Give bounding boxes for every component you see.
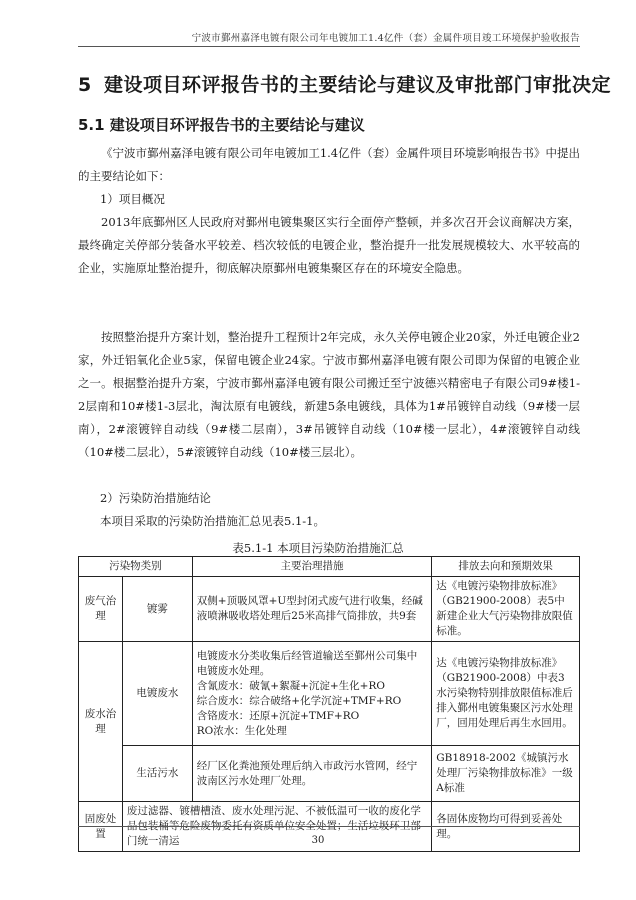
row-category: 废气治理 [79,577,123,642]
pollution-measures-table [78,556,580,852]
pollution-paragraph: 本项目采取的污染防治措施汇总见表5.1-1。 [100,514,325,528]
row-subcategory: 电镀废水 [122,642,192,746]
table-caption: 表5.1-1 本项目污染防治措施汇总 [232,541,404,555]
overview-paragraph-1: 2013年底鄞州区人民政府对鄞州电镀集聚区实行全面停产整顿，并多次召开会议商解决方案，最终确定关停部分装备水平较差、档次较低的电镀企业，整治提升一批发展规模较大、水平较高的企业，实施原址整治提升，彻底解决原鄞州电镀集聚区存在的环境安全隐患。 [78,215,580,275]
table-row [79,577,580,642]
row-measure: 双侧+顶吸风罩+U型封闭式废气进行收集，经碱液喷淋吸收塔处理后25米高排气筒排放，共9套 [192,577,431,642]
row-effect: GB18918-2002《城镇污水处理厂污染物排放标准》一级A标准 [432,746,580,802]
row-subcategory: 生活污水 [122,746,192,802]
page-number: 30 [311,835,325,846]
header-divider [78,46,580,47]
header-effect: 排放去向和预期效果 [432,557,580,577]
section-number: 5 [78,74,92,96]
row-effect: 各固体废物均可得到妥善处理。 [432,802,580,852]
table-row [79,642,580,746]
item-heading-pollution: 2）污染防治措施结论 [100,491,211,505]
row-measure: 废过滤器、镀槽槽渣、废水处理污泥、不被低温可一收的废化学品包装桶等危险废物委托有资质单位安全处置；生活垃圾环卫部门统一清运 [122,802,431,852]
intro-paragraph: 《宁波市鄞州嘉泽电镀有限公司年电镀加工1.4亿件（套）金属件项目环境影响报告书》中提出的主要结论如下： [78,146,580,183]
section-heading [78,70,612,97]
header-measure: 主要治理措施 [192,557,431,577]
footer-divider [78,826,580,827]
item-heading-overview: 1）项目概况 [100,192,165,206]
running-header: 宁波市鄞州嘉泽电镀有限公司年电镀加工1.4亿件（套）金属件项目竣工环境保护验收报告 [191,33,580,44]
row-measure: 经厂区化粪池预处理后纳入市政污水管网，经宁波南区污水处理厂处理。 [192,746,431,802]
table-header-row [79,557,580,577]
row-measure: 电镀废水分类收集后经管道输送至鄞州公司集中电镀废水处理。 含氰废水：破氰+絮凝+沉淀+生化+RO 综合废水：综合破络+化学沉淀+TMF+RO 含铬废水：还原+沉淀+TMF+RO RO浓水：生化处理 [192,642,431,746]
row-subcategory: 镀雾 [122,577,192,642]
overview-paragraph-2: 按照整治提升方案计划，整治提升工程预计2年完成，永久关停电镀企业20家，外迁电镀企业2家，外迁铝氧化企业5家，保留电镀企业24家。宁波市鄞州嘉泽电镀有限公司即为保留的电镀企业之一。根据整治提升方案，宁波市鄞州嘉泽电镀有限公司搬迁至宁波德兴精密电子有限公司9#楼1-2层南和10#楼1-3层北，淘汰原有电镀线，新建5条电镀线，具体为1#吊镀锌自动线（9#楼一层南），2#滚镀锌自动线（9#楼二层南），3#吊镀锌自动线（10#楼一层北），4#滚镀锌自动线（10#楼二层北），5#滚镀锌自动线（10#楼三层北）。 [78,330,580,459]
row-effect: 达《电镀污染物排放标准》（GB21900-2008）表5中新建企业大气污染物排放限值标准。 [432,577,580,642]
section-title: 建设项目环评报告书的主要结论与建议及审批部门审批决定 [104,74,612,96]
table-row [79,746,580,802]
row-category: 废水治理 [79,642,123,802]
subsection-heading: 5.1 建设项目环评报告书的主要结论与建议 [78,116,365,134]
header-category: 污染物类别 [79,557,193,577]
row-effect: 达《电镀污染物排放标准》（GB21900-2008）中表3水污染物特别排放限值标准后排入鄞州电镀集聚区污水处理厂，回用处理后再生水回用。 [432,642,580,746]
row-category: 固废处置 [79,802,123,852]
